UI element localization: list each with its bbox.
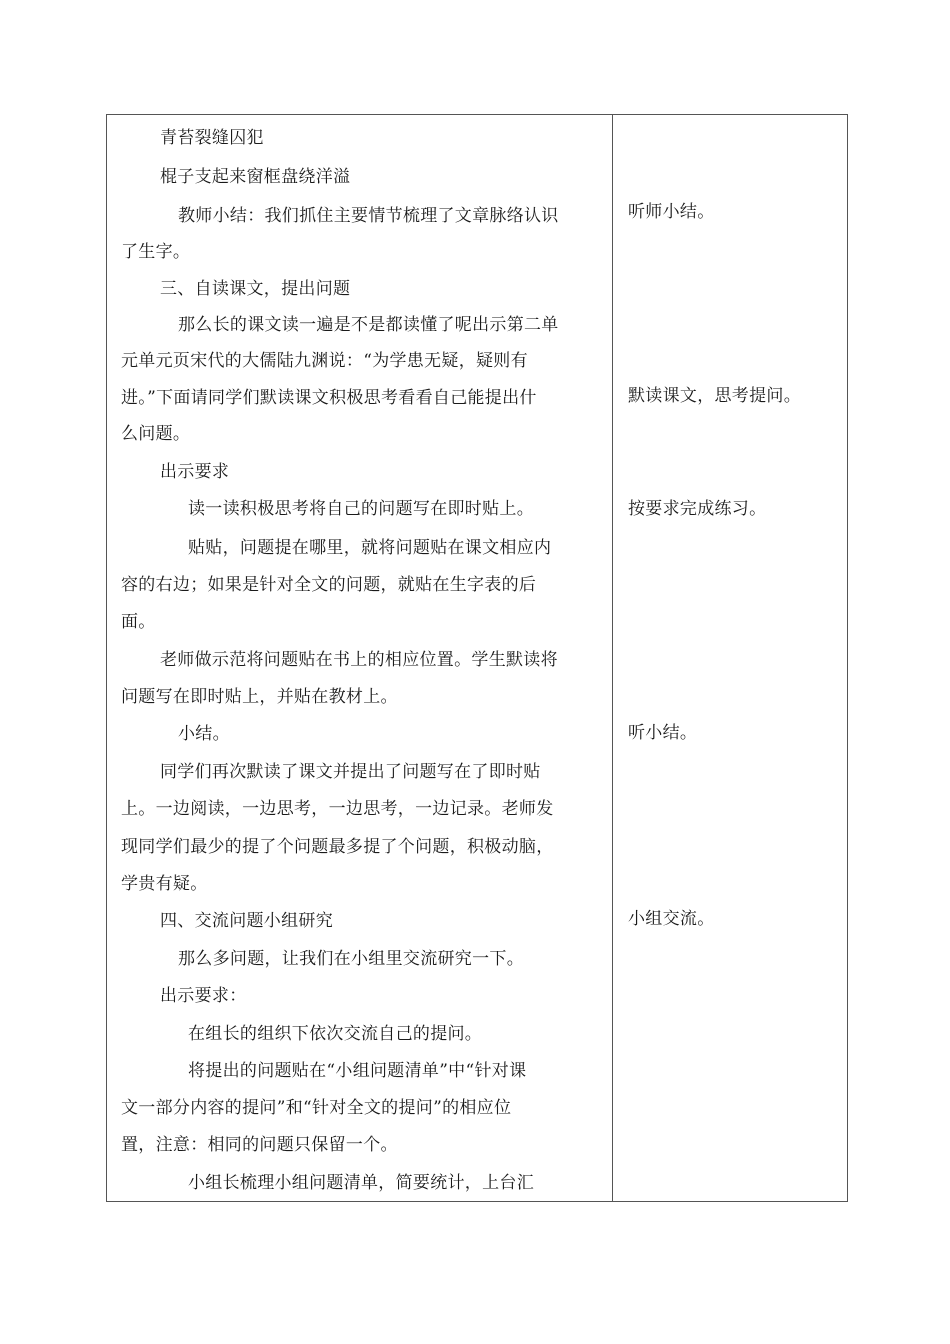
teacher-text-line: 贴贴，问题提在哪里，就将问题贴在课文相应内 [188, 538, 552, 558]
teacher-text-line: 在组长的组织下依次交流自己的提问。 [188, 1024, 483, 1044]
teacher-text-line: 教师小结：我们抓住主要情节梳理了文章脉络认识 [178, 206, 559, 226]
teacher-text-line: 文一部分内容的提问”和“针对全文的提问”的相应位 [121, 1098, 512, 1118]
student-activity: 默读课文，思考提问。 [628, 386, 801, 406]
teacher-text-line: 元单元页宋代的大儒陆九渊说：“为学患无疑，疑则有 [121, 351, 528, 371]
teacher-text-line: 上。一边阅读，一边思考，一边思考，一边记录。老师发 [121, 799, 554, 819]
teacher-text-line: 置，注意：相同的问题只保留一个。 [121, 1135, 398, 1155]
teacher-text-line: 么问题。 [121, 424, 191, 444]
column-divider [612, 114, 613, 1202]
teacher-text-line: 学贵有疑。 [121, 874, 208, 894]
teacher-text-line: 现同学们最少的提了个问题最多提了个问题，积极动脑， [121, 837, 554, 857]
teacher-text-line: 小结。 [178, 724, 230, 744]
teacher-text-line: 出示要求： [160, 986, 247, 1006]
student-activity: 按要求完成练习。 [628, 499, 767, 519]
teacher-text-line: 将提出的问题贴在“小组问题清单”中“针对课 [188, 1061, 527, 1081]
student-activity: 听师小结。 [628, 202, 715, 222]
student-activity: 听小结。 [628, 723, 698, 743]
section-heading: 三、自读课文，提出问题 [160, 279, 351, 299]
teacher-text-line: 那么长的课文读一遍是不是都读懂了呢出示第二单 [178, 315, 559, 335]
teacher-text-line: 了生字。 [121, 242, 191, 262]
teacher-text-line: 那么多问题，让我们在小组里交流研究一下。 [178, 949, 524, 969]
teacher-text-line: 问题写在即时贴上，并贴在教材上。 [121, 687, 398, 707]
teacher-text-line: 出示要求 [160, 462, 230, 482]
teacher-text-line: 青苔裂缝囚犯 [160, 128, 264, 148]
teacher-text-line: 面。 [121, 612, 156, 632]
teacher-text-line: 小组长梳理小组问题清单，简要统计，上台汇 [188, 1173, 534, 1193]
teacher-text-line: 棍子支起来窗框盘绕洋溢 [160, 167, 351, 187]
teacher-text-line: 老师做示范将问题贴在书上的相应位置。学生默读将 [160, 650, 558, 670]
teacher-text-line: 读一读积极思考将自己的问题写在即时贴上。 [188, 499, 534, 519]
teacher-text-line: 同学们再次默读了课文并提出了问题写在了即时贴 [160, 762, 541, 782]
teacher-text-line: 进。”下面请同学们默读课文积极思考看看自己能提出什 [121, 388, 537, 408]
section-heading: 四、交流问题小组研究 [160, 911, 333, 931]
teacher-text-line: 容的右边；如果是针对全文的问题，就贴在生字表的后 [121, 575, 537, 595]
student-activity: 小组交流。 [628, 909, 715, 929]
